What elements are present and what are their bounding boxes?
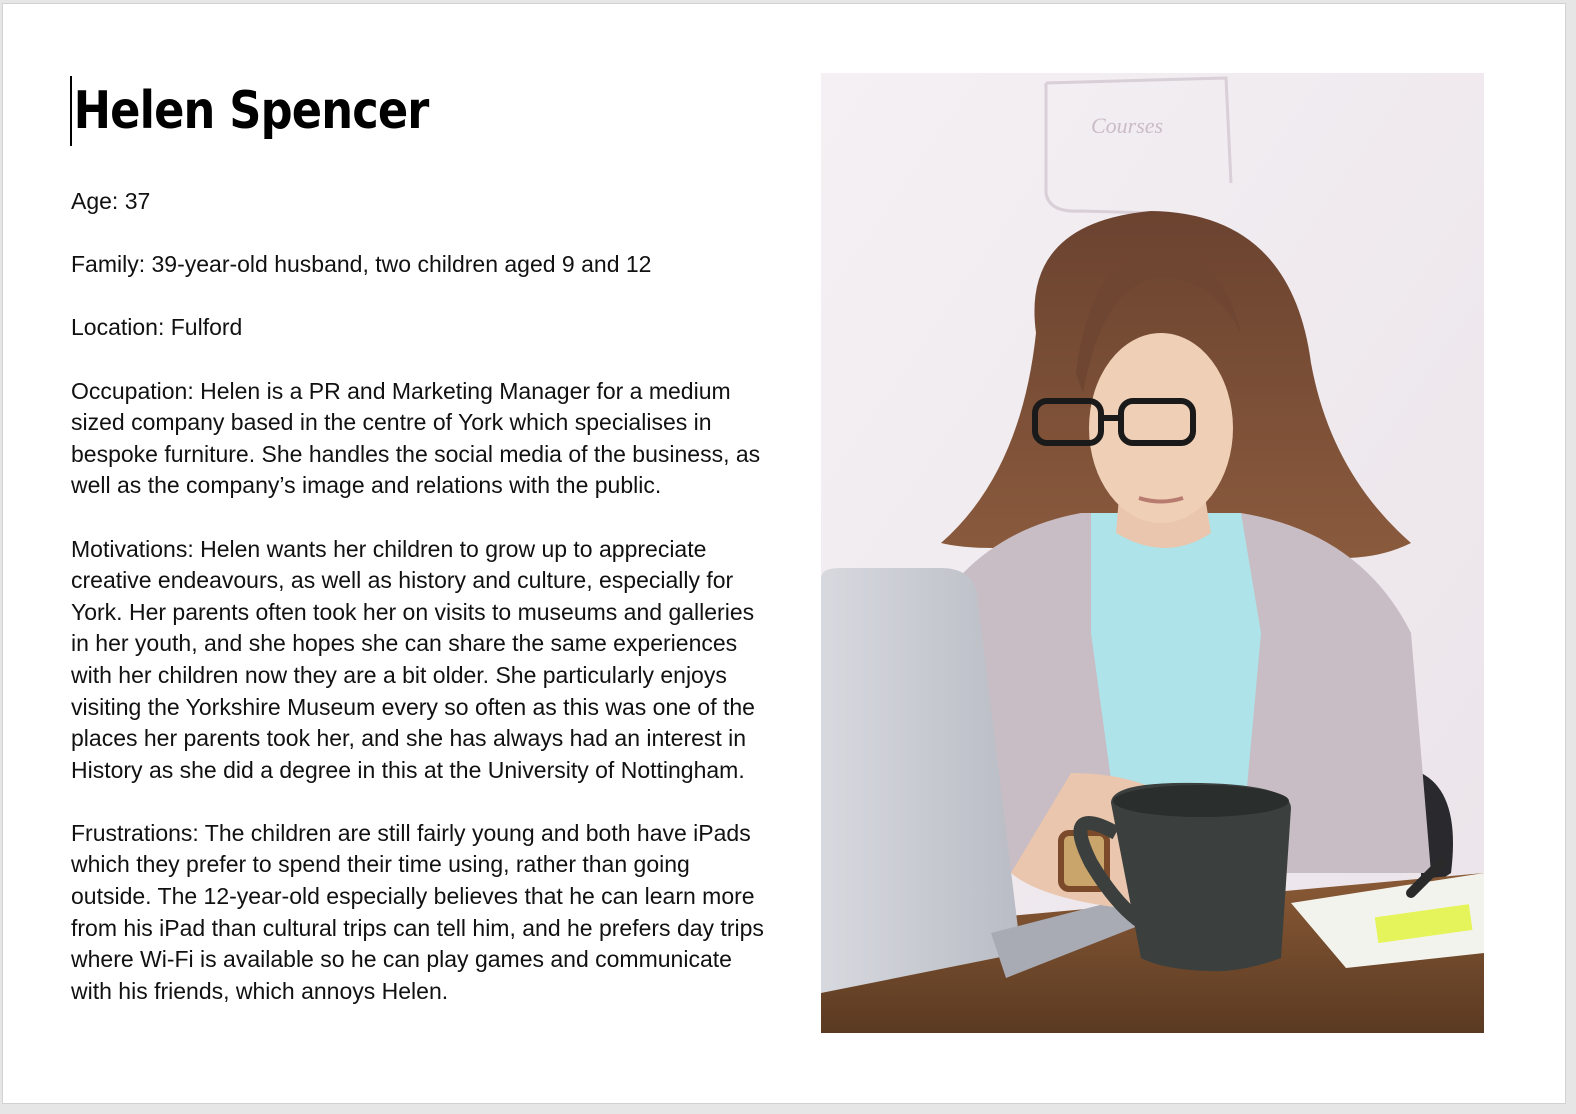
- persona-name-title[interactable]: Helen Spencer: [73, 81, 429, 141]
- location-field[interactable]: Location: Fulford: [71, 314, 243, 341]
- face: [1089, 333, 1233, 523]
- whiteboard-text: Courses: [1091, 113, 1164, 138]
- document-page: [2, 3, 1566, 1104]
- persona-details: [71, 186, 771, 1007]
- occupation-paragraph[interactable]: Occupation: Helen is a PR and Marketing Manager for a medium sized company based in the centre of York which specialises in bespoke furniture. She handles the social media of the business, as well as the company’s image and relations with the public.: [71, 377, 767, 499]
- family-field[interactable]: Family: 39-year-old husband, two children aged 9 and 12: [71, 251, 652, 278]
- age-field[interactable]: Age: 37: [71, 188, 151, 214]
- persona-photo[interactable]: [821, 73, 1484, 1033]
- motivations-paragraph[interactable]: Motivations: Helen wants her children to grow up to appreciate creative endeavours, as well as history and culture, especially for York. Her parents often took her on visits to museums and galleries in her youth, and she hopes she can share the same experiences with her children now they are a bit older. She particularly enjoys visiting the Yorkshire Museum every so often as this was one of the places her parents took her, and she has always had an interest in History as she did a degree in this at the University of Nottingham.: [71, 535, 762, 783]
- persona-text-column: [71, 76, 771, 1007]
- frustrations-paragraph[interactable]: Frustrations: The children are still fairly young and both have iPads which they prefer to spend their time using, rather than going outside. The 12-year-old especially believes that he can learn more from his iPad than cultural trips can tell him, and he prefers day trips where Wi-Fi is available so he can play games and communicate with his friends, which annoys Helen.: [71, 819, 771, 1004]
